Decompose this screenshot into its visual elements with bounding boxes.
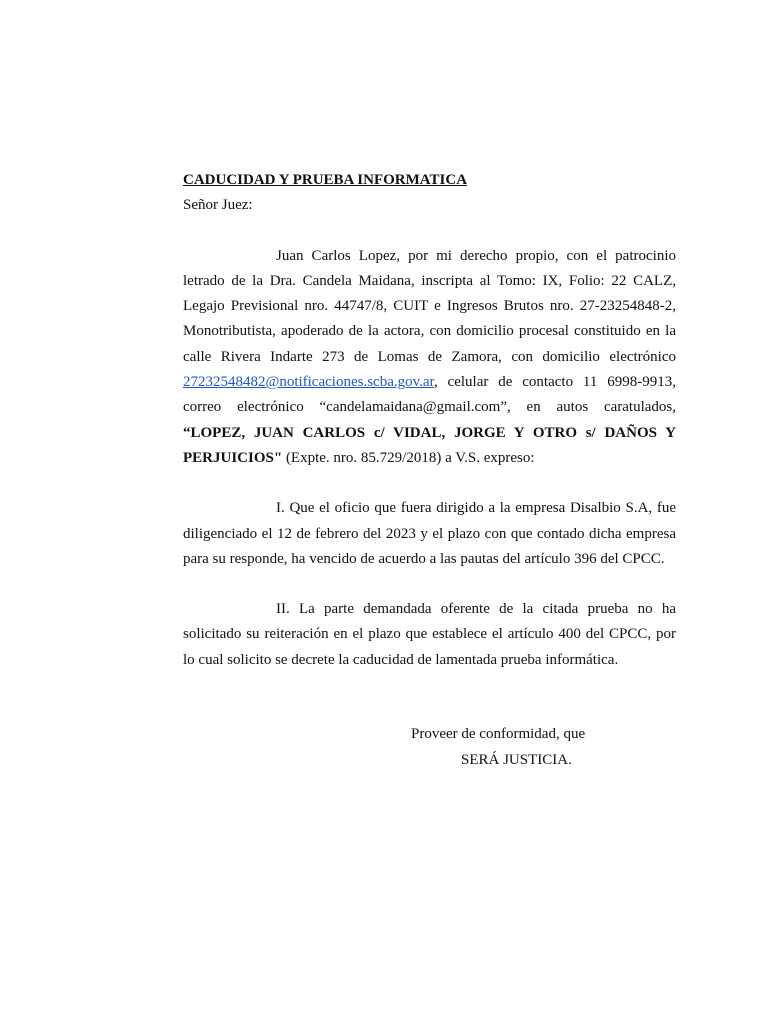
section-2-paragraph: II. La parte demandada oferente de la citada prueba no ha solicitado su reiteración en el plazo que establece el artículo 400 del CPCC, por lo cual solicito se decrete la caducidad de lamentada prueba informática. [183,601,676,668]
intro-text-3: (Expte. nro. 85.729/2018) a V.S. expreso: [282,449,535,466]
document-title: CADUCIDAD Y PRUEBA INFORMATICA [183,172,468,188]
spacer [183,219,676,244]
electronic-address-link[interactable]: 27232548482@notificaciones.scba.gov.ar [183,374,434,391]
intro-text-2: , celular de contacto 11 6998-9913, correo electrónico “candelamaidana@gmail.com”, en autos caratulados, [183,374,676,416]
intro-paragraph [183,244,676,472]
spacer [183,471,676,496]
closing-justice: SERÁ JUSTICIA. [461,752,572,768]
closing-request: Proveer de conformidad, que [411,726,586,742]
document-page [183,168,676,768]
case-title: “LOPEZ, JUAN CARLOS c/ VIDAL, JORGE Y OTRO s/ DAÑOS Y PERJUICIOS" [183,424,676,466]
salutation: Señor Juez: [183,197,253,214]
section-1-paragraph: I. Que el oficio que fuera dirigido a la empresa Disalbio S.A, fue diligenciado el 12 de febrero del 2023 y el plazo con que contado dicha empresa para su responde, ha vencido de acuerdo a las pautas del artículo 396 del CPCC. [183,500,676,567]
spacer [183,572,676,597]
intro-text-1: Juan Carlos Lopez, por mi derecho propio, con el patrocinio letrado de la Dra. Candela Maidana, inscripta al Tomo: IX, Folio: 22 CALZ, Legajo Previsional nro. 44747/8, CUIT e Ingresos Brutos nro. 27-23254848-2, Monotributista, apoderado de la actora, con domicilio procesal constituido en la calle Rivera Indarte 273 de Lomas de Zamora, con domicilio electrónico [183,247,676,365]
